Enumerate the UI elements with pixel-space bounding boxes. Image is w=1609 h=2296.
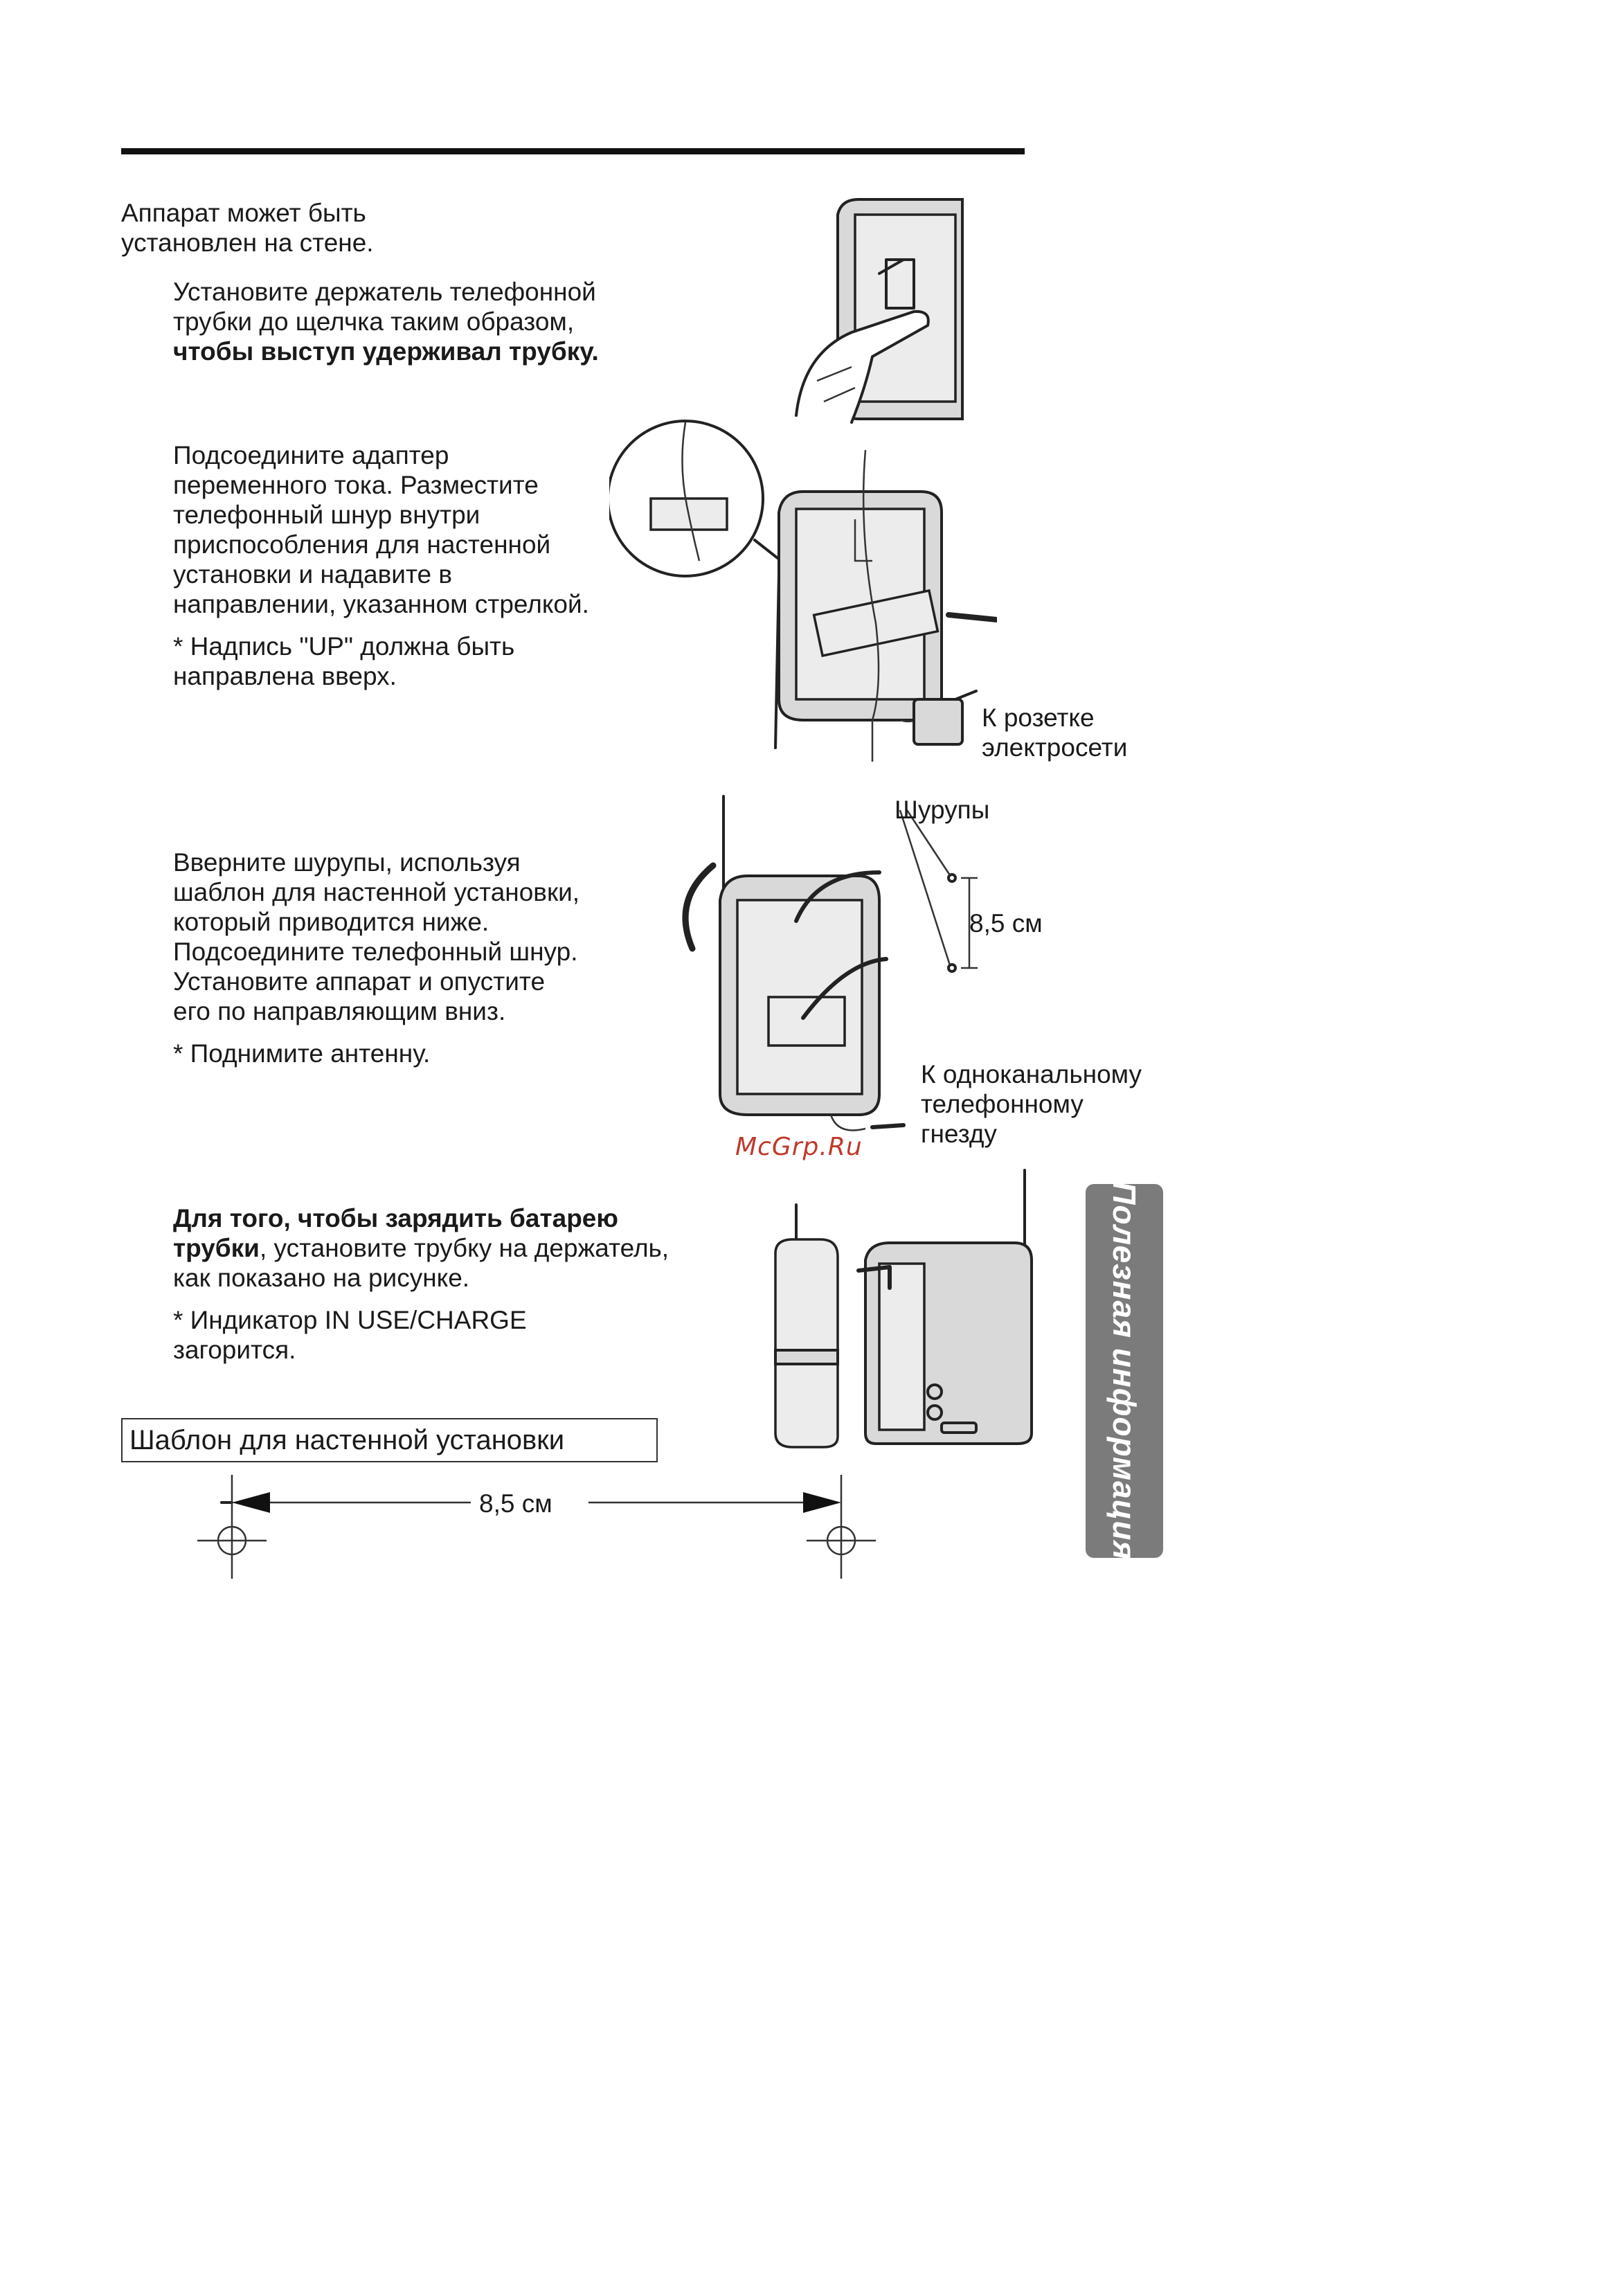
ruler-left-arrow-icon — [232, 1492, 270, 1513]
template-distance-label: 8,5 см — [479, 1489, 552, 1518]
handset-shape — [775, 1239, 838, 1447]
power-adapter-illustration — [900, 679, 983, 755]
cradle-slot — [879, 1264, 924, 1430]
step4-bold-text: Для того, чтобы зарядить батарею трубки — [173, 1204, 618, 1262]
holder-install-illustration — [775, 194, 1025, 429]
ruler-right-arrow-icon — [803, 1492, 841, 1513]
template-title: Шаблон для настенной установки — [121, 1418, 658, 1462]
step1-text: Установите держатель телефонной трубки до щелчка таким образом, — [173, 278, 596, 336]
step4-block — [173, 1203, 669, 1365]
screw-leader-lines — [900, 810, 950, 965]
step3-note: * Поднимите антенну. — [173, 1039, 431, 1068]
intro-text: Аппарат может быть установлен на стене. — [121, 199, 374, 257]
handset-band — [775, 1350, 838, 1364]
plug-arrow-icon — [955, 691, 976, 699]
push-arrow-icon — [949, 615, 997, 620]
top-rule — [121, 148, 1025, 154]
step4-note: * Индикатор IN USE/CHARGE загорится. — [173, 1306, 527, 1364]
step1-block — [173, 277, 599, 366]
upper-screw-icon — [949, 875, 955, 881]
jack-arrow-icon — [872, 1125, 904, 1127]
step3-block — [173, 847, 579, 1068]
side-tab-label: Полезная информация — [1106, 1181, 1142, 1561]
raise-arrow-icon — [685, 866, 713, 949]
template-ruler — [194, 1475, 914, 1579]
mounted-adapter — [768, 997, 845, 1046]
antenna-line — [775, 575, 779, 748]
screw-distance-label: 8,5 см — [969, 909, 1043, 938]
lower-screw-icon — [949, 965, 955, 971]
step4-text: , установите трубку на держатель, как показано на рисунке. — [173, 1234, 669, 1292]
watermark-text: McGrp.Ru — [735, 1133, 863, 1161]
power-adapter-icon — [914, 699, 962, 744]
step1-bold-text: чтобы выступ удерживал трубку. — [173, 337, 599, 366]
charging-illustration — [755, 1163, 1052, 1461]
phone-line-cord — [831, 1115, 865, 1131]
step3-text: Вверните шурупы, используя шаблон для настенной установки, который приводится ниже. Подсоедините телефонный шнур. Установите аппарат и опустите его по направляющим вниз. — [173, 848, 580, 1025]
phone-jack-label: К одноканальному телефонному гнезду — [921, 1060, 1142, 1148]
step2-note: * Надпись "UP" должна быть направлена вверх. — [173, 632, 515, 690]
screws-label: Шурупы — [895, 796, 990, 824]
power-outlet-label: К розетке электросети — [982, 703, 1128, 762]
step2-block — [173, 440, 589, 691]
step2-text: Подсоедините адаптер переменного тока. Разместите телефонный шнур внутри приспособления для настенной установки и надавите в направлении, указанном стрелкой. — [173, 441, 589, 618]
section-side-tab — [1086, 1181, 1163, 1561]
